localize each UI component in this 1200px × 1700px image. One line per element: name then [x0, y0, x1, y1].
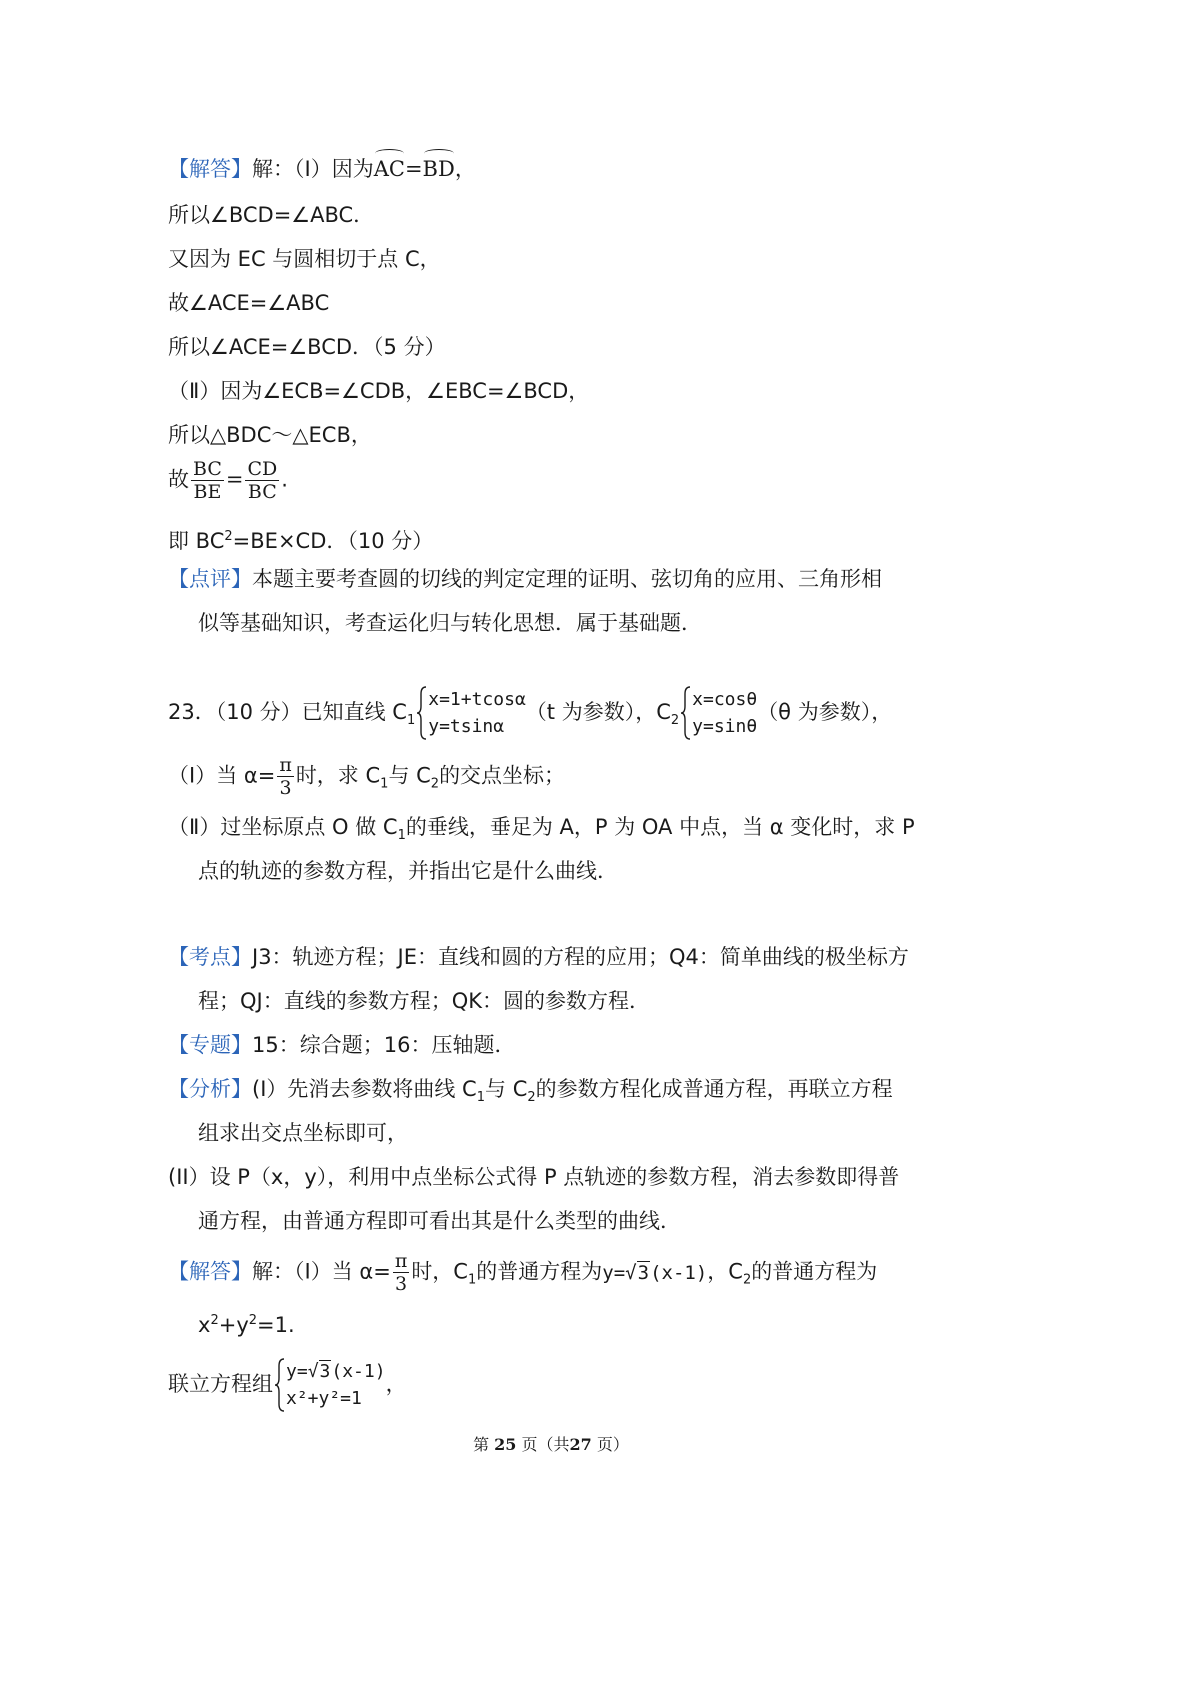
- part1-suffix: 的交点坐标；: [439, 763, 566, 788]
- footer-pre: 第: [473, 1435, 490, 1454]
- solution-equation-system: [274, 1358, 386, 1412]
- footer-mid: 页（共: [521, 1435, 570, 1454]
- solution-prefix: 解：（Ⅰ）当 α=: [252, 1259, 391, 1284]
- proof-line-6: （Ⅱ）因为∠ECB=∠CDB，∠EBC=∠BCD，: [168, 379, 590, 403]
- c2-row-y: y=sinθ: [692, 716, 758, 737]
- fraction-cd-bc: [245, 458, 279, 503]
- fraction-numerator: π: [279, 754, 292, 776]
- footer-post: 页）: [596, 1435, 629, 1454]
- system-row1-right: (x-1): [331, 1361, 386, 1382]
- c1-row-x: x=1+tcosα: [428, 689, 526, 710]
- fenxi-line-2: 组求出交点坐标即可，: [198, 1121, 408, 1145]
- radicand: 3: [637, 1261, 650, 1284]
- system-row1-left: y=: [286, 1361, 308, 1382]
- problem-23-statement: [168, 682, 892, 751]
- proof-line-2: 所以∠BCD=∠ABC．: [168, 203, 375, 227]
- fraction-pi-over-3: [393, 1250, 410, 1295]
- c1-note: （t 为参数），C: [525, 700, 671, 724]
- fenxi-tag: 【分析】: [168, 1077, 252, 1101]
- part2-prefix: （Ⅱ）过坐标原点 O 做 C: [168, 815, 398, 839]
- comment-line-2: 似等基础知识，考查运化归与转化思想．属于基础题．: [198, 611, 702, 635]
- subscript: 1: [476, 1090, 486, 1106]
- system-end: ，: [385, 1372, 407, 1396]
- superscript: 2: [248, 1313, 258, 1328]
- problem-23-part-2-line-2: 点的轨迹的参数方程，并指出它是什么曲线．: [198, 859, 618, 883]
- left-brace-icon: [680, 686, 692, 740]
- answer-line-1: [168, 150, 476, 184]
- subscript: 1: [380, 776, 389, 792]
- fraction-bc-be: [191, 458, 224, 503]
- system-label: 联立方程组: [168, 1372, 273, 1396]
- c2-note: （θ 为参数），: [757, 700, 893, 724]
- comment-line-1: [168, 564, 882, 594]
- circle-end: =1.: [257, 1313, 295, 1337]
- solution-system-line: [168, 1352, 407, 1416]
- page-number: 25: [494, 1435, 517, 1454]
- solution-mid: 时，C: [411, 1259, 468, 1284]
- part1-mid: 时，求 C: [295, 763, 381, 788]
- fraction-numerator: π: [394, 1250, 408, 1272]
- line-equation: [602, 1262, 707, 1284]
- solution-mid3: ，C: [707, 1259, 743, 1284]
- page-footer: [0, 1432, 1102, 1455]
- zhuanti-text: 15：综合题；16：压轴题．: [252, 1033, 516, 1057]
- left-brace-icon: [274, 1358, 286, 1412]
- subscript: 2: [430, 776, 440, 792]
- total-pages: 27: [569, 1435, 592, 1454]
- solution-tag: 【解答】: [168, 1259, 252, 1284]
- circle-x: x: [198, 1313, 211, 1337]
- fenxi-line-1: [168, 1074, 893, 1113]
- left-brace-icon: [416, 686, 428, 740]
- c1-row-y: y=tsinα: [428, 716, 505, 737]
- answer-intro: 解：（Ⅰ）因为: [252, 157, 374, 181]
- superscript: 2: [224, 529, 233, 544]
- fenxi-line-4: 通方程，由普通方程即可看出其是什么类型的曲线．: [198, 1209, 681, 1233]
- arc-end: ，: [454, 157, 476, 181]
- proof-line-7: 所以△BDC～△ECB，: [168, 423, 372, 447]
- proof-line-3: 又因为 EC 与圆相切于点 C，: [168, 247, 441, 271]
- subscript: 1: [397, 828, 406, 844]
- part1-prefix: （Ⅰ）当 α=: [168, 763, 276, 788]
- fraction-equals: =: [225, 467, 244, 492]
- fraction-denominator: 3: [279, 777, 292, 799]
- fraction-suffix: .: [281, 467, 288, 492]
- solution-line-2: [198, 1306, 295, 1340]
- zhuanti-line: [168, 1030, 515, 1060]
- equation-left: y=: [602, 1261, 626, 1284]
- solution-line-1: [168, 1250, 877, 1296]
- radicand: 3: [319, 1361, 331, 1382]
- comment-tag: 【点评】: [168, 567, 252, 591]
- arc-bd: BD: [423, 150, 455, 184]
- c2-subscript: 2: [670, 713, 680, 729]
- fenxi-mid: 与 C: [485, 1077, 528, 1101]
- c1-subscript: 1: [406, 713, 416, 729]
- part2-suffix: 的垂线，垂足为 A，P 为 OA 中点，当 α 变化时，求 P: [405, 815, 915, 839]
- zhuanti-tag: 【专题】: [168, 1033, 252, 1057]
- fraction-prefix: 故: [168, 467, 189, 492]
- proof-line-4: 故∠ACE=∠ABC: [168, 291, 330, 315]
- problem-prefix: 23．（10 分）已知直线 C: [168, 700, 407, 724]
- subscript: 1: [467, 1272, 477, 1288]
- system-row-2: x²+y²=1: [286, 1388, 362, 1409]
- part1-mid2: 与 C: [388, 763, 431, 788]
- arc-ac: AC: [374, 150, 405, 184]
- c2-equation-system: [680, 686, 757, 740]
- sqrt-icon: √3: [625, 1261, 650, 1284]
- fraction-numerator: CD: [247, 458, 278, 480]
- superscript: 2: [210, 1313, 219, 1328]
- arc-equals: =: [404, 157, 423, 181]
- problem-23-part-2: [168, 812, 915, 851]
- kaodian-line-1: [168, 942, 909, 972]
- fraction-pi-over-3: [277, 754, 294, 799]
- subscript: 2: [527, 1090, 536, 1106]
- fenxi-line-3: (II）设 P（x，y），利用中点坐标公式得 P 点轨迹的参数方程，消去参数即得普: [168, 1165, 900, 1189]
- proof-line-5: 所以∠ACE=∠BCD．（5 分）: [168, 335, 446, 359]
- fenxi-suffix: 的参数方程化成普通方程，再联立方程: [535, 1077, 893, 1101]
- proof-line-9: [168, 522, 433, 556]
- circle-plus-y: +y: [218, 1313, 249, 1337]
- solution-suffix: 的普通方程为: [751, 1259, 878, 1284]
- fenxi-prefix: (I）先消去参数将曲线 C: [252, 1077, 477, 1101]
- proof-line-8: [168, 458, 288, 503]
- line9-suffix: =BE×CD．（10 分）: [232, 529, 434, 553]
- kaodian-line-2: 程；QJ：直线的参数方程；QK：圆的参数方程．: [198, 989, 651, 1013]
- fraction-denominator: BC: [247, 481, 277, 503]
- answer-tag: 【解答】: [168, 157, 252, 181]
- fraction-denominator: 3: [395, 1273, 408, 1295]
- sqrt-icon: √3: [307, 1361, 331, 1382]
- equation-right: (x-1): [650, 1261, 708, 1284]
- fraction-denominator: BE: [193, 481, 222, 503]
- system-row-1: [286, 1358, 386, 1385]
- solution-mid2: 的普通方程为: [476, 1259, 603, 1284]
- comment-text: 本题主要考查圆的切线的判定定理的证明、弦切角的应用、三角形相: [252, 567, 882, 591]
- line9-prefix: 即 BC: [168, 529, 225, 553]
- c1-equation-system: [416, 686, 526, 740]
- kaodian-tag: 【考点】: [168, 945, 252, 969]
- kaodian-text: J3：轨迹方程；JE：直线和圆的方程的应用；Q4：简单曲线的极坐标方: [252, 945, 909, 969]
- fraction-numerator: BC: [193, 458, 222, 480]
- problem-23-part-1: [168, 754, 565, 800]
- c2-row-x: x=cosθ: [692, 689, 758, 710]
- subscript: 2: [742, 1272, 752, 1288]
